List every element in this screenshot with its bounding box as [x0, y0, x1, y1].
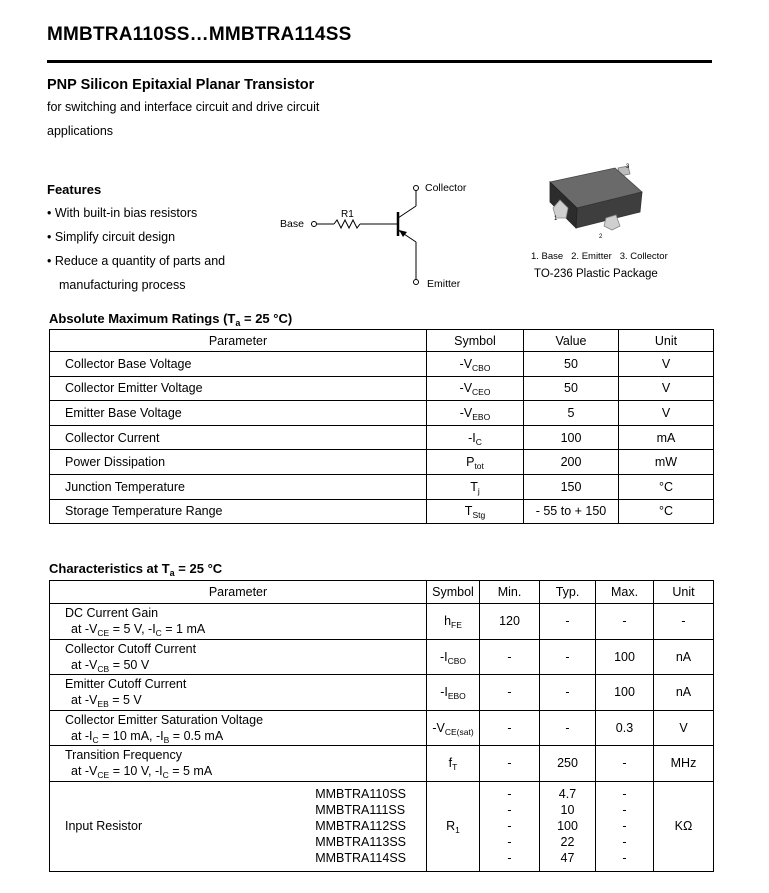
value-cell: 200 — [524, 450, 619, 475]
feature-item: • Simplify circuit design — [47, 230, 176, 244]
parameter-cell: Transition Frequency at $-V_{CE} = 10$ V, $-I_C = 5$ mA — [50, 746, 427, 782]
col-header: Value — [524, 330, 619, 352]
unit-cell: mW — [619, 450, 714, 475]
max-cell: 100 — [596, 639, 654, 675]
col-header: Symbol — [427, 330, 524, 352]
parameter-cell: Emitter Cutoff Current at $-V_{EB} = 5$ V — [50, 675, 427, 711]
typ-cell: 4.7 10 100 22 47 — [540, 781, 596, 871]
unit-cell: nA — [654, 675, 714, 711]
parameter-cell: Power Dissipation — [50, 450, 427, 475]
value-cell: 100 — [524, 425, 619, 450]
unit-cell: nA — [654, 639, 714, 675]
table-row — [50, 425, 714, 450]
parameter-cell: Storage Temperature Range — [50, 499, 427, 524]
parameter-cell: DC Current Gain at $-V_{CE} = 5$ V, $-I_C = 1$ mA — [50, 604, 427, 640]
transistor-circuit-diagram — [270, 176, 490, 296]
table-row — [50, 450, 714, 475]
col-header: Max. — [596, 581, 654, 604]
typ-cell: - — [540, 710, 596, 746]
symbol-cell: $-I_{CBO}$ — [427, 639, 480, 675]
emitter-arrow — [399, 230, 407, 237]
symbol-cell: $R_1$ — [427, 781, 480, 871]
emitter-label: Emitter — [427, 278, 461, 290]
parameter-cell: Collector Cutoff Current at $-V_{CB} = 50$ V — [50, 639, 427, 675]
min-cell: - — [480, 746, 540, 782]
abs-max-title: Absolute Maximum Ratings ($T_a = 25$ °C) — [49, 311, 293, 328]
col-header: Symbol — [427, 581, 480, 604]
emitter-terminal — [414, 280, 419, 285]
parameter-cell: Collector Emitter Saturation Voltage at $-I_C = 10$ mA, $-I_B = 0.5$ mA — [50, 710, 427, 746]
max-cell: - — [596, 604, 654, 640]
max-cell: - — [596, 746, 654, 782]
typ-cell: - — [540, 639, 596, 675]
features-heading: Features — [47, 182, 102, 197]
parameter-cell: Collector Current — [50, 425, 427, 450]
value-cell: 50 — [524, 376, 619, 401]
min-cell: - — [480, 675, 540, 711]
table-row — [50, 499, 714, 524]
base-label: Base — [280, 218, 304, 230]
min-cell: - - - - - — [480, 781, 540, 871]
col-header: Parameter — [50, 581, 427, 604]
parameter-cell: Collector Base Voltage — [50, 352, 427, 377]
symbol-cell: $h_{FE}$ — [427, 604, 480, 640]
model-name: MMBTRA113SS — [315, 834, 406, 849]
resistor-symbol — [334, 220, 360, 228]
unit-cell: V — [619, 376, 714, 401]
sot23-package-drawing — [520, 160, 660, 250]
pin-2-label: 2 — [599, 234, 603, 240]
feature-item: • With built-in bias resistors — [47, 206, 198, 220]
unit-cell: - — [654, 604, 714, 640]
value-cell: - 55 to + 150 — [524, 499, 619, 524]
table-row — [50, 675, 714, 711]
table-header-row — [50, 581, 714, 604]
symbol-cell: $f_T$ — [427, 746, 480, 782]
package-pin-labels: 1. Base 2. Emitter 3. Collector — [531, 251, 668, 262]
table-header-row — [50, 330, 714, 352]
input-resistor-label: Input Resistor — [65, 819, 143, 833]
parameter-cell: Collector Emitter Voltage — [50, 376, 427, 401]
unit-cell: V — [654, 710, 714, 746]
symbol-cell: $T_j$ — [427, 474, 524, 499]
resistor-label: R1 — [341, 209, 354, 220]
model-name: MMBTRA114SS — [315, 850, 406, 865]
characteristics-title: Characteristics at $T_a = 25$ °C — [49, 561, 223, 578]
table-row — [50, 376, 714, 401]
table-row — [50, 352, 714, 377]
unit-cell: °C — [619, 499, 714, 524]
collector-terminal — [414, 186, 419, 191]
min-cell: - — [480, 639, 540, 675]
pin-1-label: 1 — [554, 216, 558, 222]
min-cell: 120 — [480, 604, 540, 640]
parameter-cell: Junction Temperature — [50, 474, 427, 499]
typ-cell: 250 — [540, 746, 596, 782]
col-header: Min. — [480, 581, 540, 604]
page-subtitle: PNP Silicon Epitaxial Planar Transistor — [47, 77, 315, 93]
characteristics-table — [49, 580, 714, 872]
table-row — [50, 474, 714, 499]
description-line-2: applications — [47, 124, 114, 138]
col-header: Parameter — [50, 330, 427, 352]
max-cell: - - - - - — [596, 781, 654, 871]
page-title: MMBTRA110SS…MMBTRA114SS — [47, 24, 352, 45]
unit-cell: mA — [619, 425, 714, 450]
table-row — [50, 639, 714, 675]
value-cell: 5 — [524, 401, 619, 426]
parameter-cell — [50, 781, 427, 871]
value-cell: 50 — [524, 352, 619, 377]
value-cell: 150 — [524, 474, 619, 499]
description-line-1: for switching and interface circuit and drive circuit — [47, 100, 320, 114]
symbol-cell: $P_{tot}$ — [427, 450, 524, 475]
symbol-cell: $-V_{CBO}$ — [427, 352, 524, 377]
max-cell: 0.3 — [596, 710, 654, 746]
base-terminal — [312, 222, 317, 227]
symbol-cell: $-I_C$ — [427, 425, 524, 450]
typ-cell: - — [540, 604, 596, 640]
feature-item: • Reduce a quantity of parts and — [47, 254, 226, 268]
unit-cell: V — [619, 352, 714, 377]
typ-cell: - — [540, 675, 596, 711]
circuit-wires — [317, 191, 417, 280]
collector-label: Collector — [425, 182, 467, 194]
col-header: Typ. — [540, 581, 596, 604]
table-row — [50, 401, 714, 426]
symbol-cell: $-V_{EBO}$ — [427, 401, 524, 426]
title-divider — [47, 60, 712, 63]
feature-item: manufacturing process — [59, 278, 186, 292]
col-header: Unit — [654, 581, 714, 604]
unit-cell: MHz — [654, 746, 714, 782]
model-name: MMBTRA112SS — [315, 818, 406, 833]
parameter-cell: Emitter Base Voltage — [50, 401, 427, 426]
unit-cell: °C — [619, 474, 714, 499]
table-row — [50, 604, 714, 640]
absolute-maximum-ratings-table — [49, 329, 714, 524]
package-name: TO-236 Plastic Package — [534, 268, 658, 280]
col-header: Unit — [619, 330, 714, 352]
max-cell: 100 — [596, 675, 654, 711]
symbol-cell: $T_{Stg}$ — [427, 499, 524, 524]
min-cell: - — [480, 710, 540, 746]
table-row — [50, 746, 714, 782]
symbol-cell: $-I_{EBO}$ — [427, 675, 480, 711]
model-name: MMBTRA110SS — [315, 786, 406, 801]
model-list — [315, 786, 406, 866]
pin-3-label: 3 — [626, 164, 630, 170]
model-name: MMBTRA111SS — [315, 802, 406, 817]
table-row — [50, 781, 714, 871]
table-row — [50, 710, 714, 746]
unit-cell: V — [619, 401, 714, 426]
symbol-cell: $-V_{CEO}$ — [427, 376, 524, 401]
symbol-cell: $-V_{CE(sat)}$ — [427, 710, 480, 746]
unit-cell: KΩ — [654, 781, 714, 871]
